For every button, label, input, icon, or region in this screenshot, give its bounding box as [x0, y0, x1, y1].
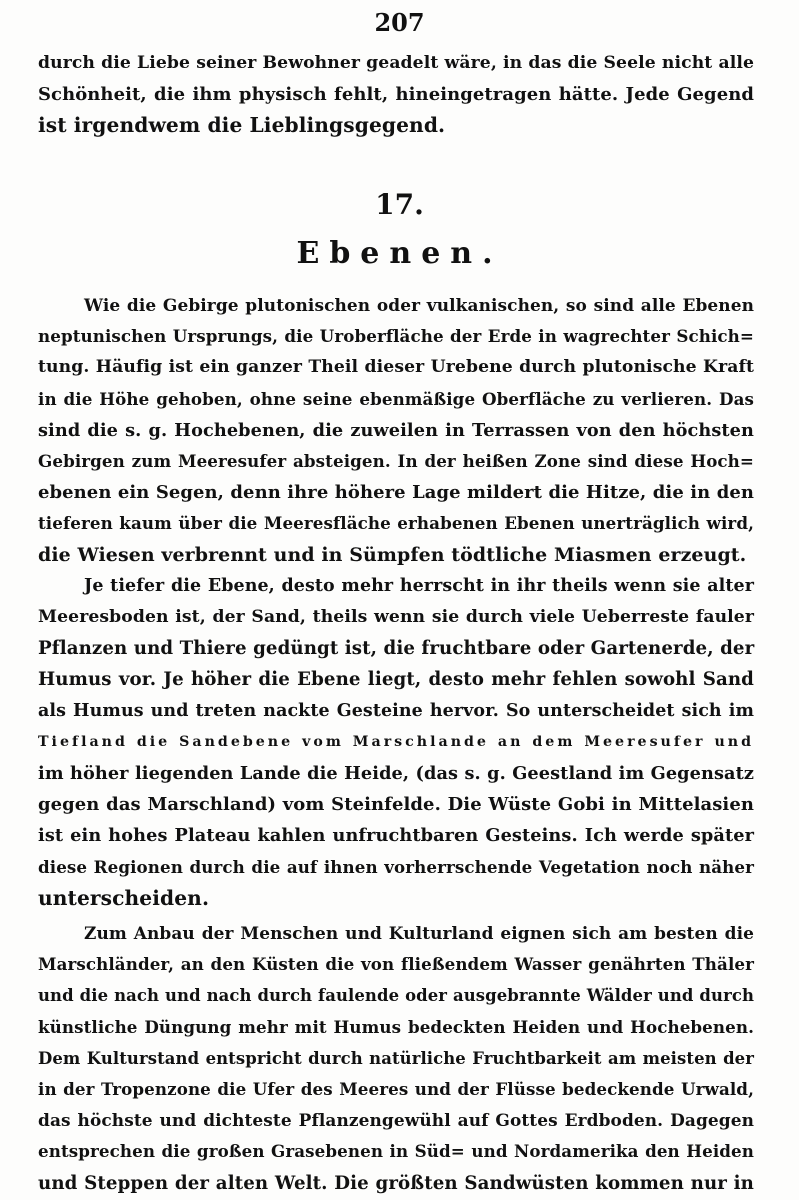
text-line: Wie die Gebirge plutonischen oder vulkanischen, so sind alle Ebenen: [84, 295, 754, 315]
text-line: das höchste und dichteste Pflanzengewühl auf Gottes Erdboden. Dagegen: [38, 1110, 754, 1131]
text-line: unterscheiden.: [38, 885, 210, 910]
text-line: ist ein hohes Plateau kahlen unfruchtbaren Gesteins. Ich werde später: [38, 825, 754, 847]
text-line: durch die Liebe seiner Bewohner geadelt wäre, in das die Seele nicht alle: [38, 53, 754, 73]
page-number: 207: [374, 8, 425, 37]
paragraph-2: [38, 571, 754, 914]
text-line: im höher liegenden Lande die Heide, (das s. g. Geestland im Gegensatz: [38, 763, 754, 785]
text-line: Je tiefer die Ebene, desto mehr herrscht in ihr theils wenn sie alter: [84, 575, 754, 596]
text-line: Marschländer, an den Küsten die von fließendem Wasser genährten Thäler: [38, 954, 754, 975]
text-line: entsprechen die großen Grasebenen in Süd= und Nordamerika den Heiden: [38, 1141, 754, 1162]
paragraph-3: [38, 918, 754, 1199]
text-line: Tiefland die Sandebene vom Marschlande an dem Meeresufer und: [38, 733, 754, 750]
text-line: Dem Kulturstand entspricht durch natürliche Fruchtbarkeit am meisten der: [38, 1048, 754, 1068]
section-body: [38, 290, 754, 1199]
text-line: und die nach und nach durch faulende oder ausgebrannte Wälder und durch: [38, 986, 754, 1006]
text-line: Meeresboden ist, der Sand, theils wenn sie durch viele Ueberreste fauler: [38, 607, 754, 628]
text-line: Pflanzen und Thiere gedüngt ist, die fruchtbare oder Gartenerde, der: [38, 638, 755, 660]
text-line: und Steppen der alten Welt. Die größten Sandwüsten kommen nur in: [38, 1172, 754, 1194]
paragraph-1: [38, 290, 754, 571]
text-line: die Wiesen verbrennt und in Sümpfen tödtliche Miasmen erzeugt.: [38, 543, 747, 566]
text-line: diese Regionen durch die auf ihnen vorherrschende Vegetation noch näher: [38, 856, 754, 877]
text-line: Gebirgen zum Meeresufer absteigen. In der heißen Zone sind diese Hoch=: [38, 451, 754, 472]
text-line: Schönheit, die ihm physisch fehlt, hineingetragen hätte. Jede Gegend: [38, 84, 754, 106]
section-number: 17.: [375, 188, 424, 221]
section-title: Ebenen.: [296, 236, 503, 271]
text-line: in die Höhe gehoben, ohne seine ebenmäßige Oberfläche zu verlieren. Das: [38, 388, 754, 409]
text-line: als Humus und treten nackte Gesteine hervor. So unterscheidet sich im: [38, 700, 754, 721]
text-line: Zum Anbau der Menschen und Kulturland eignen sich am besten die: [84, 923, 754, 944]
text-line: neptunischen Ursprungs, die Uroberfläche der Erde in wagrechter Schich=: [38, 326, 754, 347]
text-line: in der Tropenzone die Ufer des Meeres und der Flüsse bedeckende Urwald,: [38, 1079, 754, 1100]
text-line: Humus vor. Je höher die Ebene liegt, desto mehr fehlen sowohl Sand: [38, 669, 754, 691]
text-line: ist irgendwem die Lieblingsgegend.: [38, 113, 446, 138]
text-line: tieferen kaum über die Meeresfläche erhabenen Ebenen unerträglich wird,: [38, 513, 754, 534]
text-line: gegen das Marschland) vom Steinfelde. Die Wüste Gobi in Mittelasien: [38, 794, 754, 816]
text-line: sind die s. g. Hochebenen, die zuweilen in Terrassen von den höchsten: [38, 419, 754, 441]
text-line: ebenen ein Segen, denn ihre höhere Lage mildert die Hitze, die in den: [38, 482, 754, 504]
intro-text: [38, 48, 754, 142]
text-line: tung. Häufig ist ein ganzer Theil dieser Urebene durch plutonische Kraft: [38, 357, 754, 378]
text-line: künstliche Düngung mehr mit Humus bedeckten Heiden und Hochebenen.: [38, 1016, 754, 1037]
intro-paragraph: [38, 48, 754, 142]
